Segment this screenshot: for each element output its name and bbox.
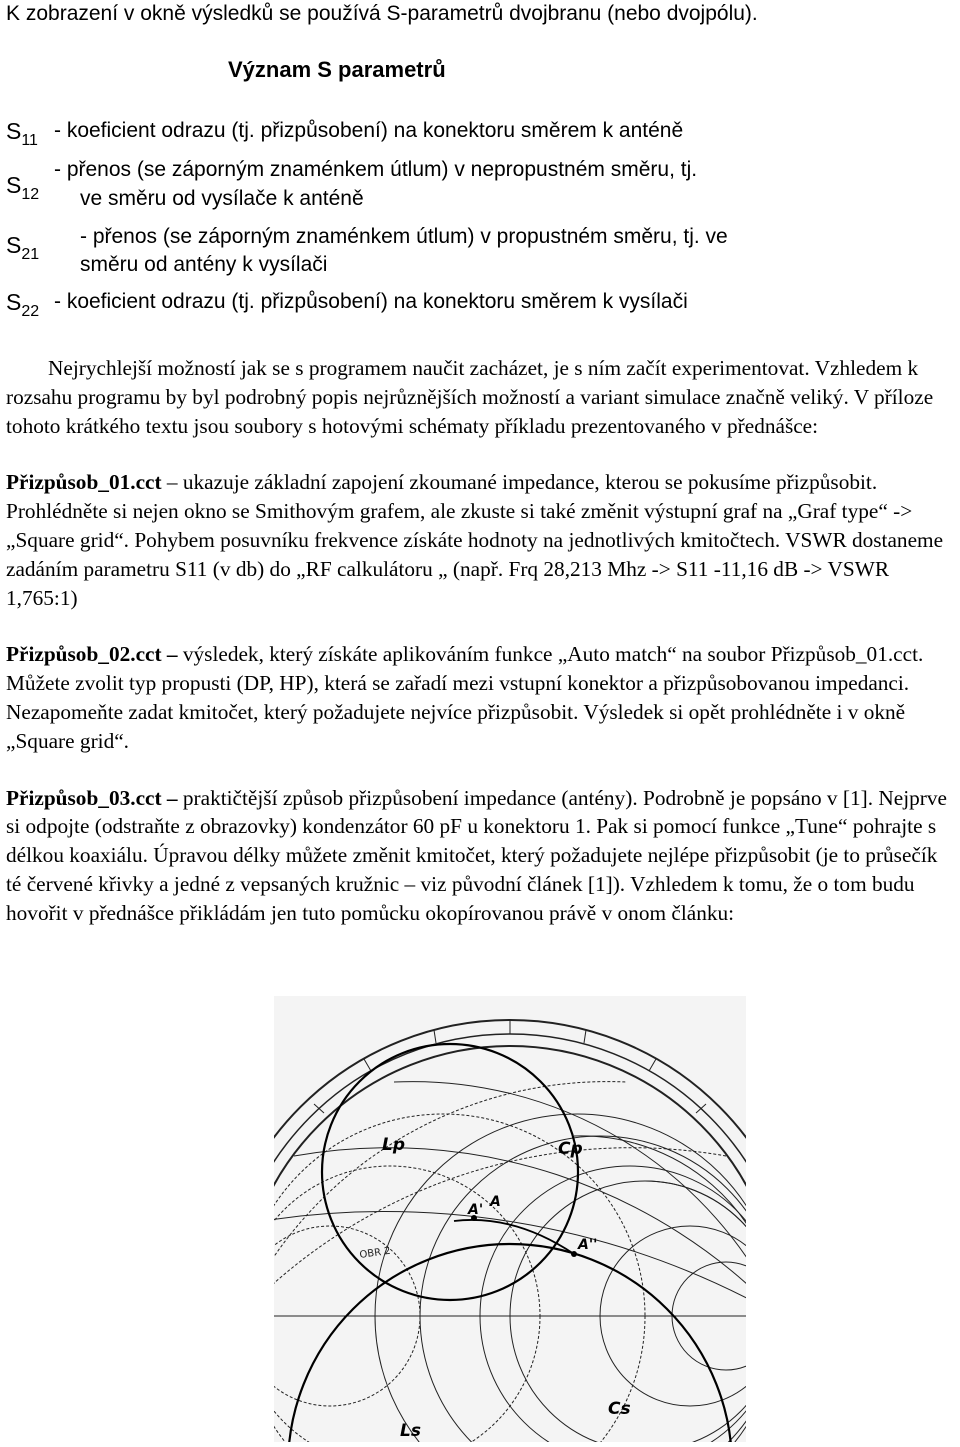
s21-description-2: směru od antény k vysílači [80,253,328,276]
label-a: A [490,1194,501,1210]
label-cp: Cp [558,1139,583,1159]
smith-chart-figure [274,996,746,1442]
label-a1: A' [468,1202,484,1218]
intro-line: K zobrazení v okně výsledků se používá S-parametrů dvojbranu (nebo dvojpólu). [6,2,758,25]
s11-description: - koeficient odrazu (tj. přizpůsobení) na konektoru směrem k anténě [54,119,684,142]
paragraph-file-03: Přizpůsob_03.cct – praktičtější způsob přizpůsobení impedance (antény). Podrobně je popsáno v [1]. Nejprve si odpojte (odstraňte z obrazovky) kondenzátor 60 pF u konektoru 1. Pak si pomocí funkce „Tune“ pohrajte s délkou koaxiálu. Úpravou délky můžete změnit kmitočet, který požadujete nejlépe přizpůsobit (je to průsečík té červené křivky a jedné z vepsaných kružnic – viz původní článek [1]). Vzhledem k tomu, že o tom budu hovořit v přednášce přikládám jen tuto pomůcku okopírovanou právě v onom článku: [6,785,947,925]
s12-description-2: ve směru od vysílače k anténě [80,187,364,210]
s22-description: - koeficient odrazu (tj. přizpůsobení) na konektoru směrem k vysílači [54,290,688,313]
paragraph-intro: Nejrychlejší možností jak se s programem naučit zacházet, je s ním začít experimentovat. Vzhledem k rozsahu programu by byl podrobný popis nejrůznějších možností a variant simulace značně veliký. V příloze tohoto krátkého textu jsou soubory s hotovými schématy příkladu prezentovaného v přednášce: [6,356,934,438]
paragraph-file-02: Přizpůsob_02.cct – výsledek, který získáte aplikováním funkce „Auto match“ na soubor Přizpůsob_01.cct. Můžete zvolit typ propusti (DP, HP), která se zařadí mezi vstupní konektor a přizpůsobovanou impedanci. Nezapomeňte zadat kmitočet, který požadujete nejvíce přizpůsobit. Výsledek si opět prohlédněte i v okně „Square grid“. [6,642,924,753]
s21-description-1: - přenos (se záporným znaménkem útlum) v propustném směru, tj. ve [80,225,728,248]
point-a2 [571,1251,577,1257]
label-lp: Lp [382,1135,406,1155]
label-a2: A'' [578,1237,598,1253]
file-name-01: Přizpůsob_01.cct [6,470,162,495]
section-heading: Význam S parametrů [228,57,446,82]
file-name-03: Přizpůsob_03.cct – [6,785,178,810]
file-name-02: Přizpůsob_02.cct – [6,642,178,667]
s22-symbol: $S_{22}$ [6,289,40,320]
paragraph-file-01: Přizpůsob_01.cct – ukazuje základní zapojení zkoumané impedance, kterou se pokusíme přizpůsobit. Prohlédněte si nejen okno se Smithovým grafem, ale zkuste si také změnit výstupní graf na „Graf type“ -> „Square grid“. Pohybem posuvníku frekvence získáte hodnoty na jednotlivých kmitočtech. VSWR dostaneme zadáním parametru S11 (v db) do „RF calkulátoru „ (např. Frq 28,213 Mhz -> S11 -11,16 dB -> VSWR 1,765:1) [6,470,944,610]
body-text [6,354,956,928]
s12-symbol: $S_{12}$ [6,172,40,203]
scan-background [274,996,746,1442]
label-cs: Cs [608,1399,631,1419]
smith-chart-svg [274,996,746,1442]
s11-symbol: $S_{11}$ [6,118,38,149]
s12-description-1: - přenos (se záporným znaménkem útlum) v nepropustném směru, tj. [54,158,698,181]
label-obr2: OBR 2 [358,1245,392,1261]
s21-symbol: $S_{21}$ [6,232,40,263]
label-ls: Ls [400,1421,421,1441]
